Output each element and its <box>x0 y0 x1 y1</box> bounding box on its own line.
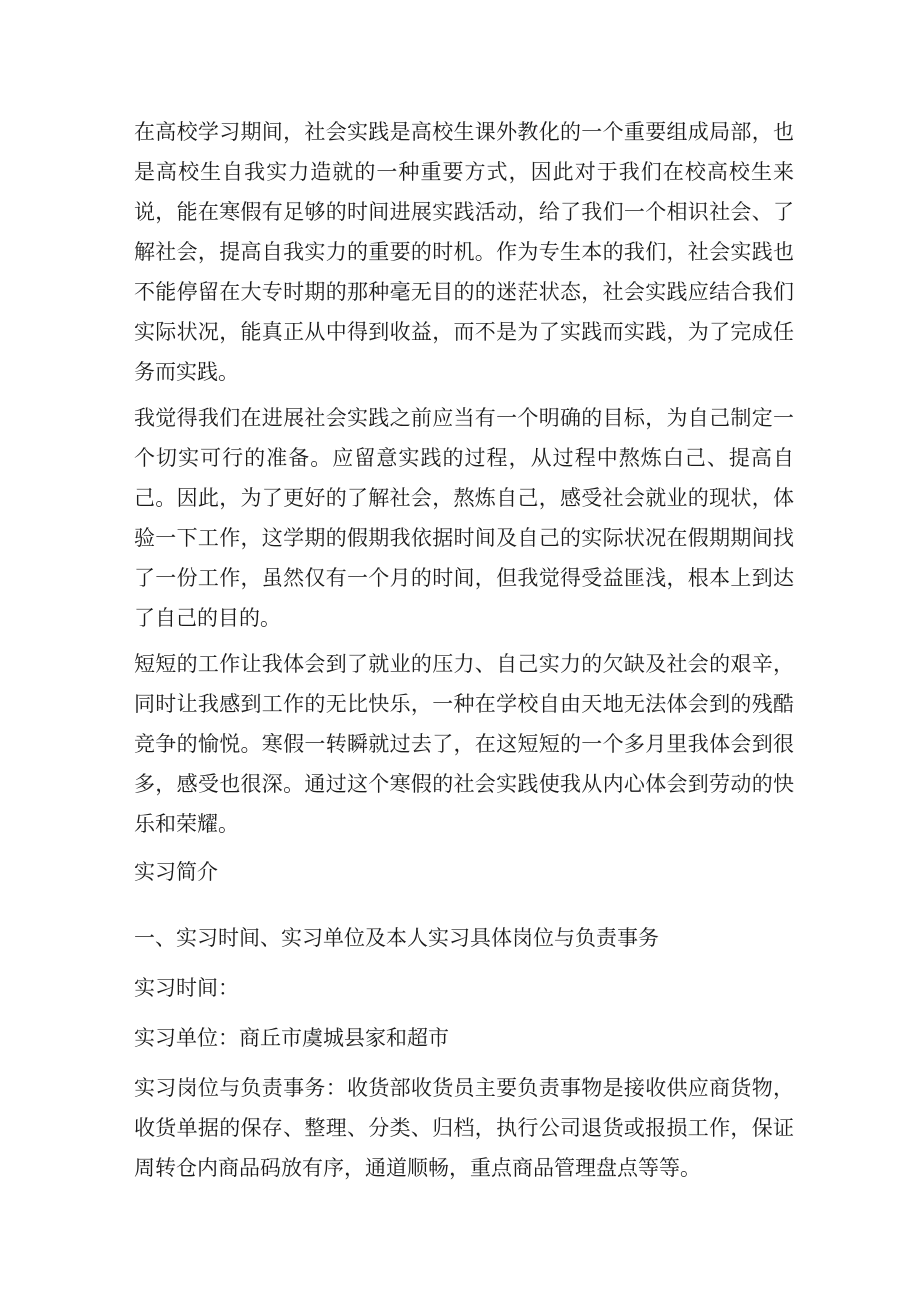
internship-time: 实习时间： <box>134 976 239 1000</box>
subsection-title: 一、实习时间、实习单位及本人实习具体岗位与负责事务 <box>134 926 659 950</box>
spacer <box>134 892 794 910</box>
document-body <box>134 112 794 1188</box>
paragraph-practice-goal: 我觉得我们在进展社会实践之前应当有一个明确的目标，为自己制定一个切实可行的准备。应留意实践的过程，从过程中熬炼白己、提高自己。因此，为了更好的了解社会，熬炼自己，感受社会就业的现状，体验一下工作，这学期的假期我依据时间及自己的实际状况在假期期间找了一份工作，虽然仅有一个月的时间，但我觉得受益匪浅，根本上到达了自己的目的。 <box>134 406 794 630</box>
internship-duties: 实习岗位与负责事务：收货部收货员主要负责事物是接收供应商货物，收货单据的保存、整理、分类、归档，执行公司退货或报损工作，保证周转仓内商品码放有序，通道顺畅，重点商品管理盘点等等。 <box>134 1076 794 1180</box>
paragraph-social-practice-intro: 在高校学习期间，社会实践是高校生课外教化的一个重要组成局部，也是高校生自我实力造就的一种重要方式，因此对于我们在校高校生来说，能在寒假有足够的时间进展实践活动，给了我们一个相识社会、了解社会，提高自我实力的重要的时机。作为专生本的我们，社会实践也不能停留在大专时期的那种毫无目的的迷茫状态，社会实践应结合我们实际状况，能真正从中得到收益，而不是为了实践而实践，为了完成任务而实践。 <box>134 120 794 384</box>
internship-unit: 实习单位：商丘市虞城县家和超市 <box>134 1026 449 1050</box>
paragraph-work-experience: 短短的工作让我体会到了就业的压力、自己实力的欠缺及社会的艰辛，同时让我感到工作的无比快乐，一种在学校自由天地无法体会到的残酷竞争的愉悦。寒假一转瞬就过去了，在这短短的一个多月里我体会到很多，感受也很深。通过这个寒假的社会实践使我从内心体会到劳动的快乐和荣耀。 <box>134 652 794 836</box>
section-title: 实习简介 <box>134 860 218 884</box>
